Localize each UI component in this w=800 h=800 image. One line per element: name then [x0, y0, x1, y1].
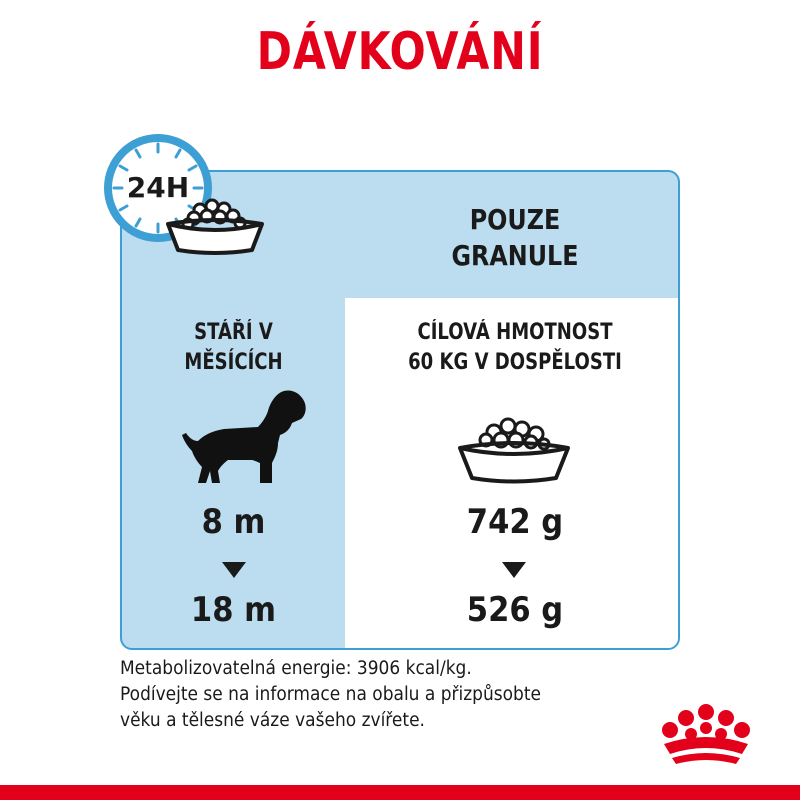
footnote-line-1: Metabolizovatelná energie: 3906 kcal/kg. [120, 658, 472, 679]
food-bowl-icon [160, 190, 270, 258]
age-label-line1: STÁŘÍ V [194, 320, 273, 345]
food-type-line2: GRANULE [451, 239, 579, 272]
energy-footnote [120, 656, 635, 734]
target-weight-line1: CÍLOVÁ HMOTNOST [417, 320, 613, 345]
clock-label: 24H [126, 171, 190, 204]
food-type-line1: POUZE [469, 203, 561, 236]
age-label [142, 318, 325, 378]
royal-canin-crown-icon [656, 702, 756, 772]
ration-from-value: 742 g [466, 502, 564, 542]
age-from-value: 8 m [201, 502, 266, 542]
age-label-line2: MĚSÍCÍCH [184, 350, 283, 375]
brand-bottom-bar [0, 785, 800, 800]
page-title: DÁVKOVÁNÍ [256, 22, 544, 82]
age-to-value: 18 m [190, 590, 277, 630]
footnote-line-2: Podívejte se na informace na obalu a přizpůsobte [120, 684, 542, 705]
target-weight-label [376, 318, 655, 378]
food-type-header [371, 202, 660, 274]
target-weight-line2: 60 KG V DOSPĚLOSTI [408, 350, 622, 375]
dog-icon [180, 385, 310, 490]
ration-down-arrow-icon [502, 562, 526, 578]
ration-to-value: 526 g [466, 590, 564, 630]
age-down-arrow-icon [222, 562, 246, 578]
footnote-line-3: věku a tělesné váze vašeho zvířete. [120, 710, 425, 731]
food-bowl-icon-ration [452, 410, 576, 486]
